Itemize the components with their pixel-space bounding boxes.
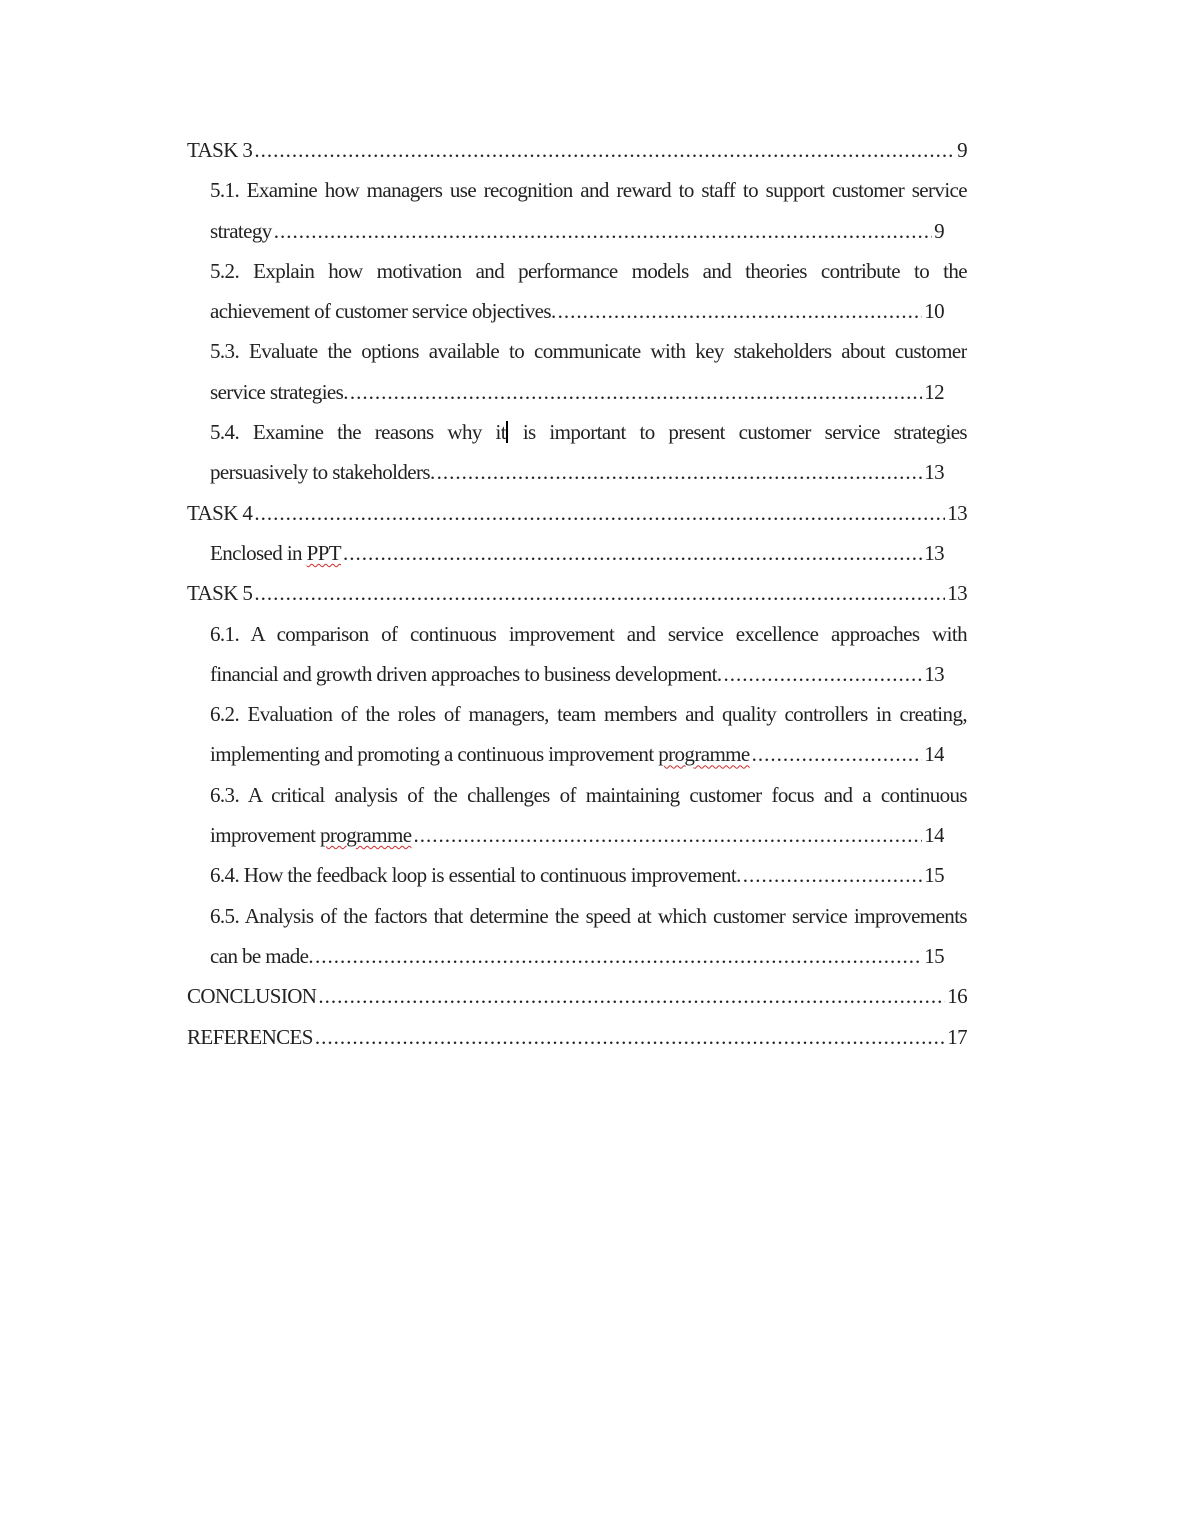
toc-entry-6-3[interactable] [187, 775, 967, 856]
toc-page-number: 13 [947, 581, 967, 606]
toc-entry-6-4[interactable] [187, 855, 967, 895]
toc-entry-title: TASK 5 [187, 581, 253, 606]
toc-entry-title: strategy [210, 218, 272, 243]
toc-entry-conclusion[interactable] [187, 976, 967, 1016]
toc-entry-task-3[interactable] [187, 130, 967, 170]
misspelled-word: programme [658, 742, 750, 767]
toc-entry-6-2[interactable] [187, 694, 967, 775]
dot-leader [315, 936, 922, 976]
toc-entry-references[interactable] [187, 1017, 967, 1057]
toc-page-number: 13 [947, 500, 967, 525]
toc-page-number: 17 [947, 1024, 967, 1049]
toc-page-number: 12 [924, 379, 944, 404]
dot-leader [752, 734, 923, 774]
toc-entry-title: TASK 3 [187, 138, 253, 162]
toc-page-number: 14 [924, 742, 944, 767]
toc-entry-text-line: 6.1. A comparison of continuous improvement and service excellence approaches with [210, 621, 967, 646]
toc-entry-title: TASK 4 [187, 500, 253, 525]
toc-entry-title: achievement of customer service objectives. [210, 299, 556, 324]
toc-entry-text-line: 6.3. A critical analysis of the challenges of maintaining customer focus and a continuous [210, 782, 967, 807]
toc-page-number: 13 [924, 460, 944, 485]
toc-entry-text-line: 5.2. Explain how motivation and performance models and theories contribute to the [210, 258, 967, 283]
dot-leader [254, 130, 955, 170]
toc-entry-text-line: 5.1. Examine how managers use recognition and reward to staff to support customer service [210, 178, 967, 203]
toc-page-number: 10 [924, 299, 944, 324]
toc-entry-text-line: 5.3. Evaluate the options available to communicate with key stakeholders about customer [210, 339, 967, 364]
toc-entry-task-4[interactable] [187, 493, 967, 533]
toc-entry-task-5[interactable] [187, 573, 967, 613]
toc-entry-5-2[interactable] [187, 251, 967, 332]
dot-leader [413, 815, 922, 855]
toc-entry-5-4[interactable] [187, 412, 967, 493]
dot-leader [558, 291, 923, 331]
toc-page-number: 15 [924, 943, 944, 968]
toc-page-number: 15 [924, 863, 944, 888]
text-cursor [506, 421, 508, 443]
toc-entry-title: persuasively to stakeholders. [210, 460, 435, 485]
toc-entry-5-3[interactable] [187, 331, 967, 412]
toc-entry-6-5[interactable] [187, 896, 967, 977]
dot-leader [315, 1017, 945, 1057]
toc-entry-text-line [210, 412, 967, 452]
toc-entry-title: implementing and promoting a continuous improvement [210, 742, 659, 767]
toc-page-number: 14 [924, 823, 944, 848]
toc-entry-text-line: 6.5. Analysis of the factors that determine the speed at which customer service improvements [210, 903, 967, 928]
toc-page-number: 9 [957, 138, 967, 162]
table-of-contents [187, 130, 967, 1057]
toc-entry-title: 6.4. How the feedback loop is essential to continuous improvement. [210, 863, 741, 888]
dot-leader [350, 372, 922, 412]
dot-leader [318, 976, 945, 1016]
dot-leader [343, 533, 922, 573]
toc-entry-title: can be made. [210, 943, 313, 968]
toc-entry-title: improvement [210, 823, 321, 848]
dot-leader [437, 452, 923, 492]
toc-entry-enclosed-ppt[interactable] [187, 533, 967, 573]
toc-entry-6-1[interactable] [187, 614, 967, 695]
toc-entry-title: REFERENCES [187, 1024, 313, 1049]
dot-leader [724, 654, 923, 694]
dot-leader [274, 211, 932, 251]
toc-entry-5-1[interactable] [187, 170, 967, 251]
text-before-cursor: 5.4. Examine the reasons why it [210, 420, 507, 445]
misspelled-word: programme [320, 823, 412, 848]
toc-entry-title: CONCLUSION [187, 984, 317, 1009]
toc-page-number: 13 [924, 661, 944, 686]
toc-page-number: 16 [947, 984, 967, 1009]
dot-leader [254, 493, 945, 533]
misspelled-word: PPT [306, 540, 342, 565]
toc-entry-title: service strategies. [210, 379, 348, 404]
text-after-cursor: is important to present customer service strategies [509, 420, 967, 445]
toc-page-number: 9 [934, 218, 944, 243]
dot-leader [254, 573, 945, 613]
dot-leader [743, 855, 922, 895]
toc-entry-title: financial and growth driven approaches to business development. [210, 661, 722, 686]
toc-entry-text-line: 6.2. Evaluation of the roles of managers, team members and quality controllers in creating, [210, 702, 967, 727]
toc-entry-title: Enclosed in [210, 540, 307, 565]
toc-page-number: 13 [924, 540, 944, 565]
